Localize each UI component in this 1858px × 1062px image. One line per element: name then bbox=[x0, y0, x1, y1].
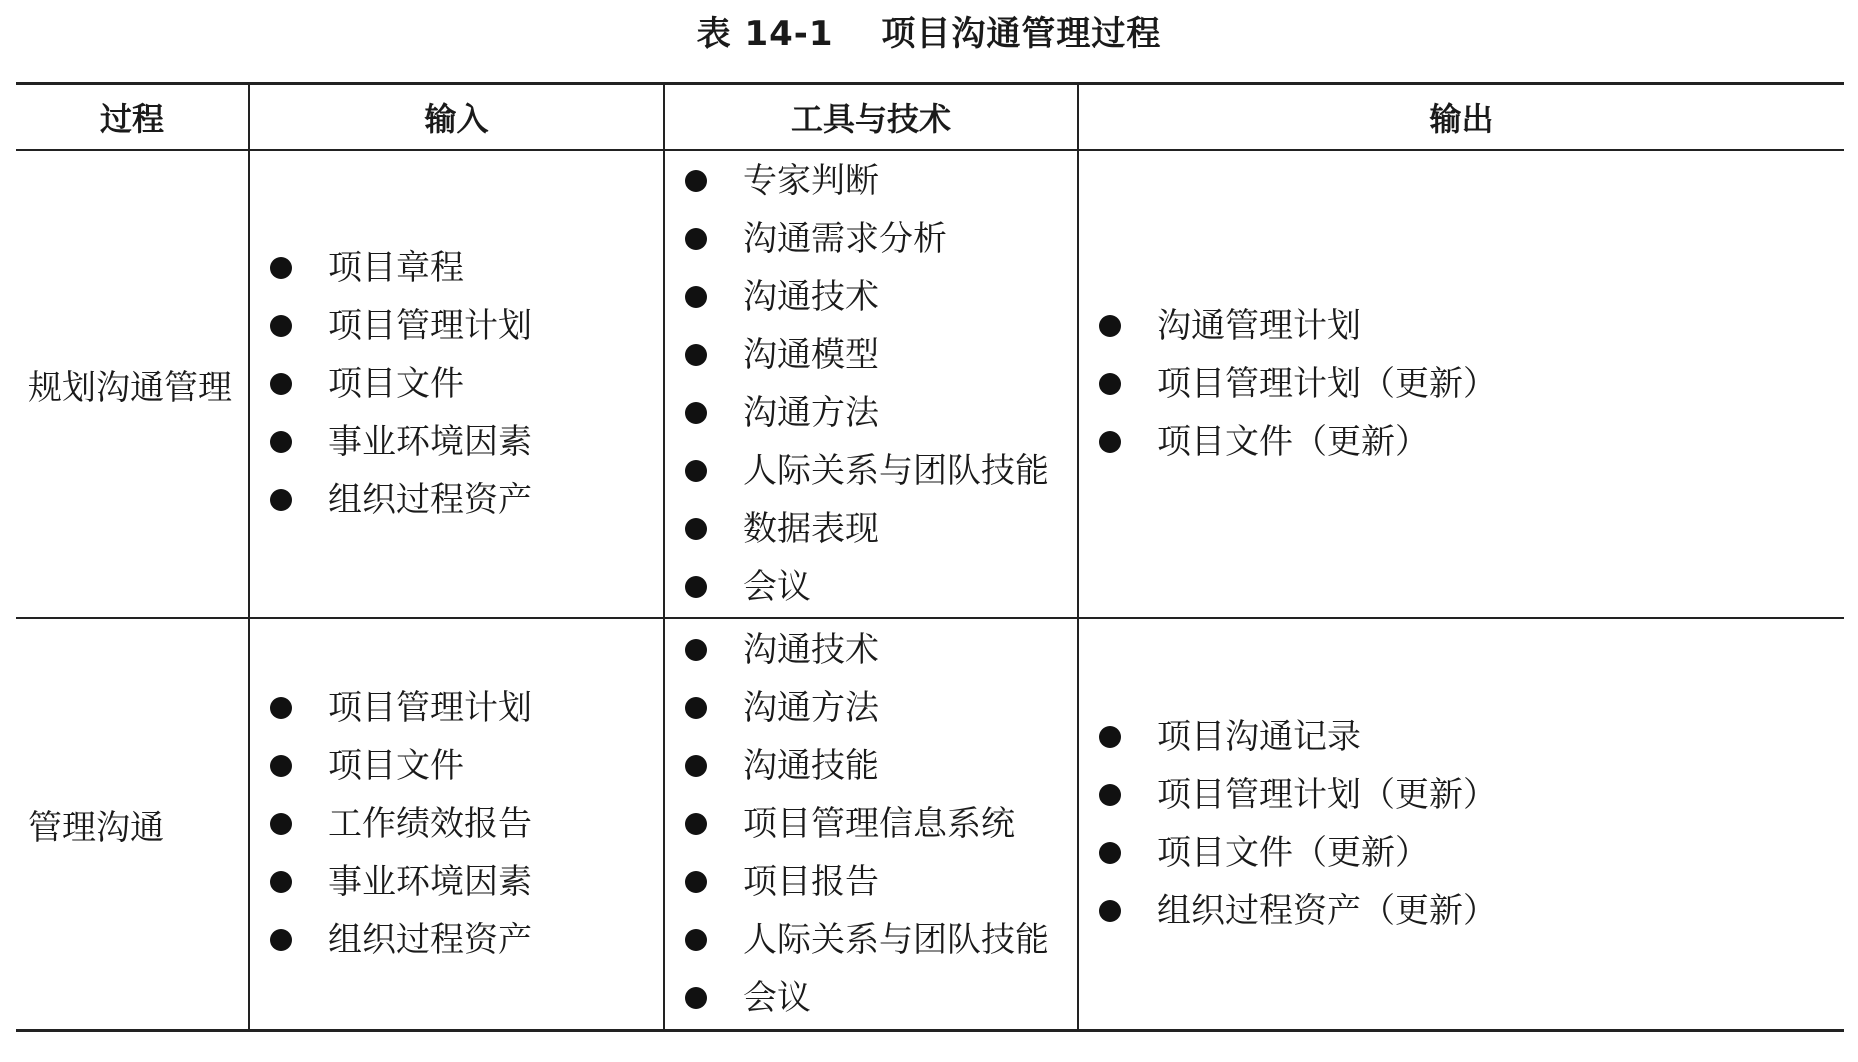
bullet-icon bbox=[270, 755, 292, 777]
inputs-cell bbox=[249, 618, 664, 1031]
bullet-icon bbox=[270, 431, 292, 453]
bullet-icon bbox=[270, 697, 292, 719]
list-item: 人际关系与团队技能 bbox=[685, 911, 1077, 969]
header-tools: 工具与技术 bbox=[664, 84, 1078, 151]
bullet-icon bbox=[685, 813, 707, 835]
bullet-icon bbox=[270, 813, 292, 835]
outputs-list bbox=[1079, 297, 1844, 471]
bullet-icon bbox=[1099, 726, 1121, 748]
list-item: 沟通方法 bbox=[685, 384, 1077, 442]
bullet-icon bbox=[685, 286, 707, 308]
bullet-icon bbox=[270, 257, 292, 279]
bullet-icon bbox=[685, 576, 707, 598]
table-title: 表 14-1 项目沟通管理过程 bbox=[696, 14, 1162, 54]
tools-list bbox=[665, 621, 1077, 1027]
bullet-icon bbox=[1099, 900, 1121, 922]
outputs-list bbox=[1079, 708, 1844, 940]
process-name: 管理沟通 bbox=[16, 618, 249, 1031]
list-item: 组织过程资产 bbox=[270, 471, 663, 529]
bullet-icon bbox=[685, 987, 707, 1009]
bullet-icon bbox=[685, 228, 707, 250]
list-item: 项目管理计划 bbox=[270, 297, 663, 355]
list-item: 会议 bbox=[685, 558, 1077, 616]
bullet-icon bbox=[685, 697, 707, 719]
header-output: 输出 bbox=[1078, 84, 1844, 151]
outputs-cell bbox=[1078, 150, 1844, 618]
list-item: 工作绩效报告 bbox=[270, 795, 663, 853]
list-item: 项目管理信息系统 bbox=[685, 795, 1077, 853]
process-name: 规划沟通管理 bbox=[16, 150, 249, 618]
bullet-icon bbox=[1099, 373, 1121, 395]
table-row bbox=[16, 150, 1844, 618]
list-item: 项目管理计划（更新） bbox=[1099, 355, 1844, 413]
list-item: 沟通模型 bbox=[685, 326, 1077, 384]
list-item: 沟通管理计划 bbox=[1099, 297, 1844, 355]
bullet-icon bbox=[685, 871, 707, 893]
bullet-icon bbox=[685, 460, 707, 482]
bullet-icon bbox=[1099, 431, 1121, 453]
inputs-list bbox=[250, 239, 663, 529]
list-item: 沟通需求分析 bbox=[685, 210, 1077, 268]
bullet-icon bbox=[270, 871, 292, 893]
list-item: 人际关系与团队技能 bbox=[685, 442, 1077, 500]
process-table bbox=[16, 82, 1844, 1032]
list-item: 项目文件 bbox=[270, 737, 663, 795]
header-input: 输入 bbox=[249, 84, 664, 151]
outputs-cell bbox=[1078, 618, 1844, 1031]
inputs-cell bbox=[249, 150, 664, 618]
list-item: 沟通技术 bbox=[685, 268, 1077, 326]
list-item: 项目文件（更新） bbox=[1099, 824, 1844, 882]
tools-list bbox=[665, 152, 1077, 616]
list-item: 项目文件（更新） bbox=[1099, 413, 1844, 471]
bullet-icon bbox=[685, 344, 707, 366]
list-item: 沟通技能 bbox=[685, 737, 1077, 795]
list-item: 会议 bbox=[685, 969, 1077, 1027]
list-item: 项目报告 bbox=[685, 853, 1077, 911]
inputs-list bbox=[250, 679, 663, 969]
list-item: 项目管理计划 bbox=[270, 679, 663, 737]
bullet-icon bbox=[685, 755, 707, 777]
bullet-icon bbox=[1099, 315, 1121, 337]
list-item: 组织过程资产（更新） bbox=[1099, 882, 1844, 940]
bullet-icon bbox=[270, 373, 292, 395]
bullet-icon bbox=[270, 489, 292, 511]
list-item: 专家判断 bbox=[685, 152, 1077, 210]
list-item: 事业环境因素 bbox=[270, 413, 663, 471]
list-item: 项目章程 bbox=[270, 239, 663, 297]
bullet-icon bbox=[685, 929, 707, 951]
bullet-icon bbox=[1099, 784, 1121, 806]
list-item: 沟通方法 bbox=[685, 679, 1077, 737]
bullet-icon bbox=[685, 639, 707, 661]
list-item: 组织过程资产 bbox=[270, 911, 663, 969]
list-item: 沟通技术 bbox=[685, 621, 1077, 679]
list-item: 数据表现 bbox=[685, 500, 1077, 558]
list-item: 项目文件 bbox=[270, 355, 663, 413]
bullet-icon bbox=[685, 170, 707, 192]
bullet-icon bbox=[1099, 842, 1121, 864]
list-item: 项目管理计划（更新） bbox=[1099, 766, 1844, 824]
header-row bbox=[16, 84, 1844, 151]
bullet-icon bbox=[685, 402, 707, 424]
bullet-icon bbox=[270, 315, 292, 337]
list-item: 项目沟通记录 bbox=[1099, 708, 1844, 766]
bullet-icon bbox=[270, 929, 292, 951]
bullet-icon bbox=[685, 518, 707, 540]
list-item: 事业环境因素 bbox=[270, 853, 663, 911]
tools-cell bbox=[664, 618, 1078, 1031]
header-process: 过程 bbox=[16, 84, 249, 151]
table-row bbox=[16, 618, 1844, 1031]
tools-cell bbox=[664, 150, 1078, 618]
